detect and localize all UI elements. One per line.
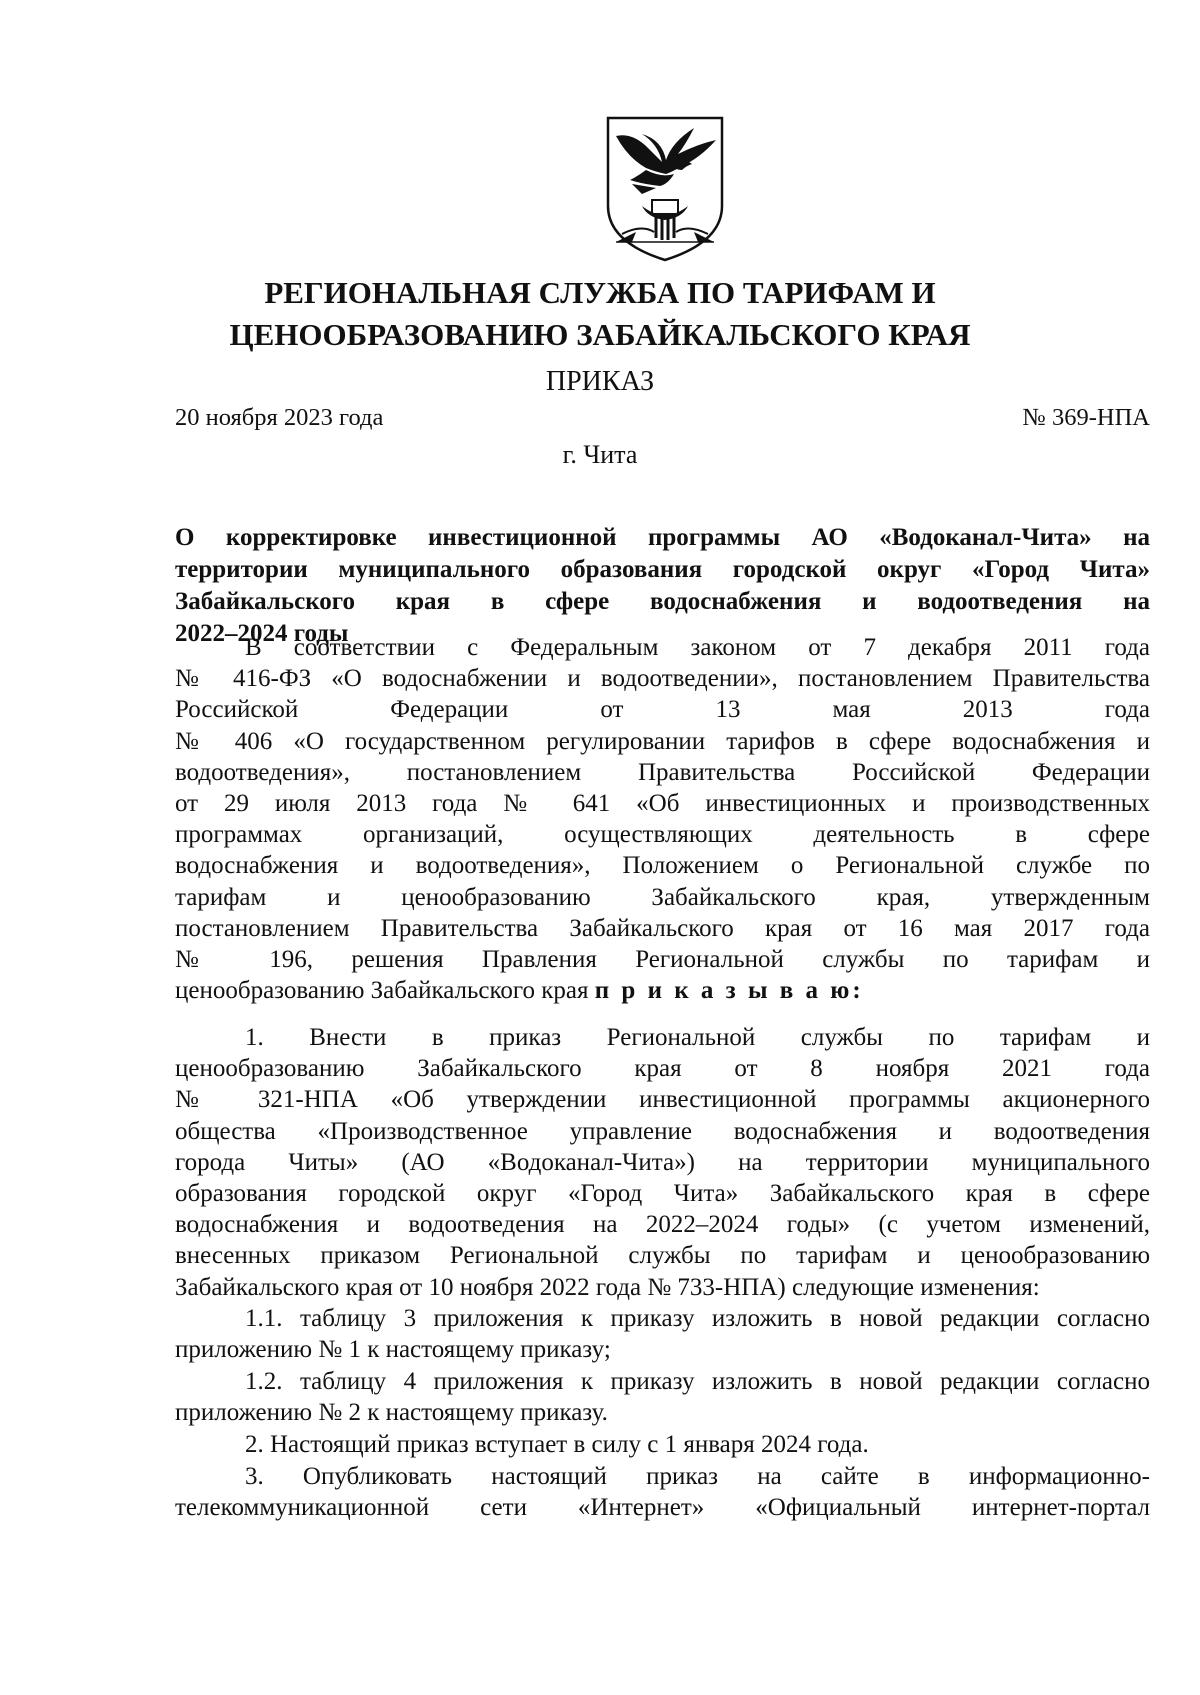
preamble-line: водоотведения», постановлением Правительства Российской Федерации xyxy=(175,758,1150,786)
document-date: 20 ноября 2023 года xyxy=(175,404,384,431)
item-line: 1.1. таблицу 3 приложения к приказу изложить в новой редакции согласно xyxy=(245,1305,1150,1332)
preamble-line: Российской Федерации от 13 мая 2013 года xyxy=(175,696,1150,724)
organization-name-line2: ЦЕНООБРАЗОВАНИЮ ЗАБАЙКАЛЬСКОГО КРАЯ xyxy=(229,317,971,352)
document-subject xyxy=(175,522,1150,650)
subject-line: Забайкальского края в сфере водоснабжения и водоотведения на xyxy=(175,588,1150,615)
item-3-paragraph xyxy=(175,1461,1150,1523)
item-line: 1.2. таблицу 4 приложения к приказу изложить в новой редакции согласно xyxy=(245,1368,1150,1395)
item-line: 1. Внести в приказ Региональной службы по тарифам и xyxy=(245,1024,1150,1051)
preamble-line: тарифам и ценообразованию Забайкальского края, утвержденным xyxy=(175,883,1150,911)
preamble-line: водоснабжения и водоотведения», Положением о Региональной службе по xyxy=(175,852,1150,880)
item-line: образования городской округ «Город Чита» Забайкальского края в сфере xyxy=(175,1179,1150,1207)
item-1-paragraph xyxy=(175,1022,1150,1303)
item-line: города Читы» (АО «Водоканал-Чита») на территории муниципального xyxy=(175,1148,1150,1176)
preamble-line-final xyxy=(175,975,1150,1006)
item-line: приложению № 2 к настоящему приказу. xyxy=(175,1399,608,1427)
item-line: 3. Опубликовать настоящий приказ на сайте в информационно- xyxy=(245,1463,1150,1490)
preamble-line: № 406 «О государственном регулировании тарифов в сфере водоснабжения и xyxy=(175,727,1150,755)
item-line: общества «Производственное управление водоснабжения и водоотведения xyxy=(175,1117,1150,1145)
preamble-line-text: ценообразованию Забайкальского края xyxy=(175,977,589,1005)
document-city: г. Чита xyxy=(562,440,638,469)
item-line: телекоммуникационной сети «Интернет» «Официальный интернет-портал xyxy=(175,1494,1150,1522)
item-line: 2. Настоящий приказ вступает в силу с 1 января 2024 года. xyxy=(245,1431,869,1458)
item-1-2-paragraph xyxy=(175,1366,1150,1428)
item-line: приложению № 1 к настоящему приказу; xyxy=(175,1336,611,1364)
subject-line: О корректировке инвестиционной программы АО «Водоканал-Чита» на xyxy=(175,524,1150,551)
document-number: № 369-НПА xyxy=(1022,404,1150,431)
preamble-line: программах организаций, осуществляющих деятельность в сфере xyxy=(175,821,1150,849)
item-line: внесенных приказом Региональной службы по тарифам и ценообразованию xyxy=(175,1242,1150,1270)
preamble-paragraph xyxy=(175,632,1150,1006)
item-2-paragraph xyxy=(175,1429,1150,1460)
preamble-line: № 416-ФЗ «О водоснабжении и водоотведении», постановлением Правительства xyxy=(175,665,1150,693)
organization-name xyxy=(170,272,1030,356)
item-line: водоснабжения и водоотведения на 2022–2024 годы» (с учетом изменений, xyxy=(175,1211,1150,1239)
item-1-1-paragraph xyxy=(175,1303,1150,1365)
subject-line: территории муниципального образования городской округ «Город Чита» xyxy=(175,556,1150,583)
item-line: Забайкальского края от 10 ноября 2022 года № 733-НПА) следующие изменения: xyxy=(175,1273,1040,1301)
item-line: ценообразованию Забайкальского края от 8 ноября 2021 года xyxy=(175,1055,1150,1083)
document-type: ПРИКАЗ xyxy=(545,366,655,397)
subject-line: 2022–2024 годы xyxy=(175,620,349,647)
item-line: № 321-НПА «Об утверждении инвестиционной программы акционерного xyxy=(175,1086,1150,1114)
preamble-line: постановлением Правительства Забайкальского края от 16 мая 2017 года xyxy=(175,914,1150,942)
order-command: п р и к а з ы в а ю: xyxy=(594,977,864,1005)
coat-of-arms-emblem xyxy=(602,114,728,264)
preamble-line: от 29 июля 2013 года № 641 «Об инвестиционных и производственных xyxy=(175,789,1150,817)
preamble-line: В соответствии с Федеральным законом от 7 декабря 2011 года xyxy=(245,634,1150,661)
preamble-line: № 196, решения Правления Региональной службы по тарифам и xyxy=(175,945,1150,973)
organization-name-line1: РЕГИОНАЛЬНАЯ СЛУЖБА ПО ТАРИФАМ И xyxy=(264,275,936,310)
